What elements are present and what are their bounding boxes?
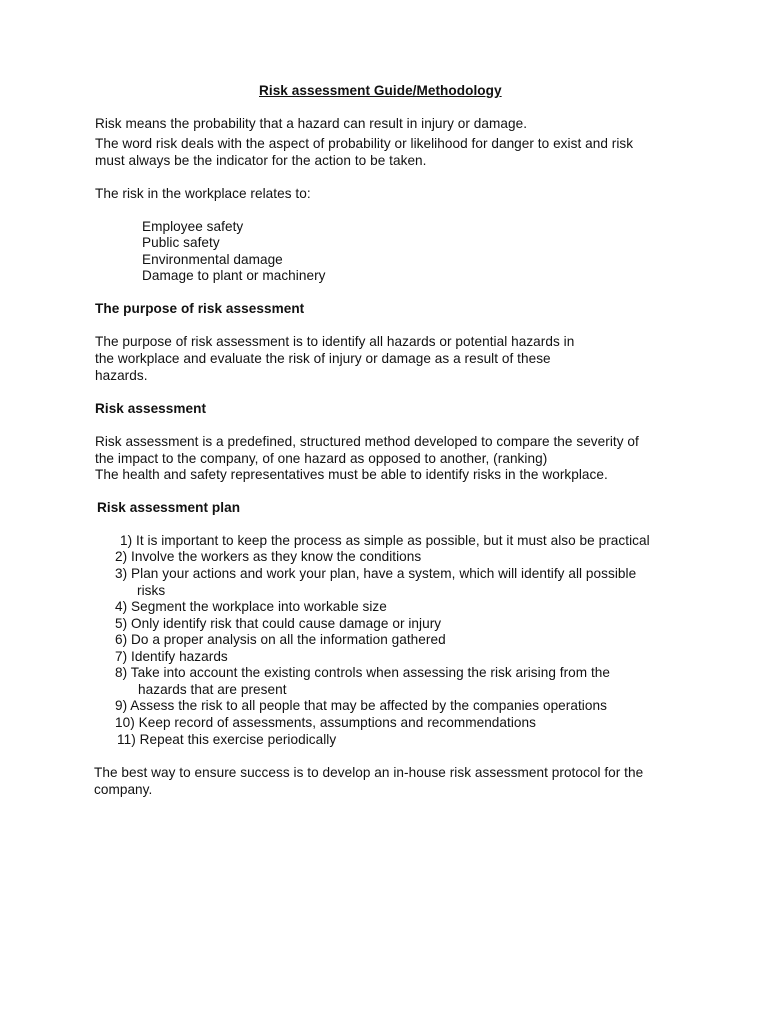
workplace-item: Public safety <box>142 235 220 250</box>
assessment-line: Risk assessment is a predefined, structured method developed to compare the severity of <box>95 434 639 449</box>
plan-item: 10) Keep record of assessments, assumptions and recommendations <box>115 715 536 730</box>
closing-line: company. <box>94 782 153 797</box>
plan-item: 6) Do a proper analysis on all the information gathered <box>115 632 446 647</box>
assessment-line: the impact to the company, of one hazard as opposed to another, (ranking) <box>95 451 548 466</box>
plan-item-continuation: risks <box>137 583 166 598</box>
closing-line: The best way to ensure success is to develop an in-house risk assessment protocol for the <box>94 765 644 780</box>
plan-item: 9) Assess the risk to all people that may be affected by the companies operations <box>115 698 607 713</box>
section-heading-risk-assessment: Risk assessment <box>95 401 207 416</box>
section-heading-plan: Risk assessment plan <box>97 500 241 515</box>
plan-item: 1) It is important to keep the process as simple as possible, but it must also be practical <box>120 533 650 548</box>
plan-item: 2) Involve the workers as they know the conditions <box>115 549 422 564</box>
workplace-item: Environmental damage <box>142 252 283 267</box>
plan-item: 3) Plan your actions and work your plan, have a system, which will identify all possible <box>115 566 637 581</box>
assessment-line: The health and safety representatives must be able to identify risks in the workplace. <box>95 467 608 482</box>
section-heading-purpose: The purpose of risk assessment <box>95 301 305 316</box>
intro-line: must always be the indicator for the action to be taken. <box>95 153 427 168</box>
plan-item-continuation: hazards that are present <box>138 682 287 697</box>
plan-item: 4) Segment the workplace into workable size <box>115 599 387 614</box>
plan-item: 8) Take into account the existing controls when assessing the risk arising from the <box>115 665 611 680</box>
intro-line: Risk means the probability that a hazard can result in injury or damage. <box>95 116 528 131</box>
purpose-line: the workplace and evaluate the risk of injury or damage as a result of these <box>95 351 551 366</box>
workplace-item: Employee safety <box>142 219 244 234</box>
plan-item: 5) Only identify risk that could cause damage or injury <box>115 616 442 631</box>
document-title: Risk assessment Guide/Methodology <box>259 83 502 98</box>
workplace-intro: The risk in the workplace relates to: <box>95 186 311 201</box>
purpose-line: The purpose of risk assessment is to identify all hazards or potential hazards in <box>95 334 575 349</box>
plan-item: 7) Identify hazards <box>115 649 228 664</box>
workplace-item: Damage to plant or machinery <box>142 268 326 283</box>
plan-item: 11) Repeat this exercise periodically <box>117 732 337 747</box>
intro-line: The word risk deals with the aspect of probability or likelihood for danger to exist and risk <box>95 136 634 151</box>
purpose-line: hazards. <box>95 368 148 383</box>
